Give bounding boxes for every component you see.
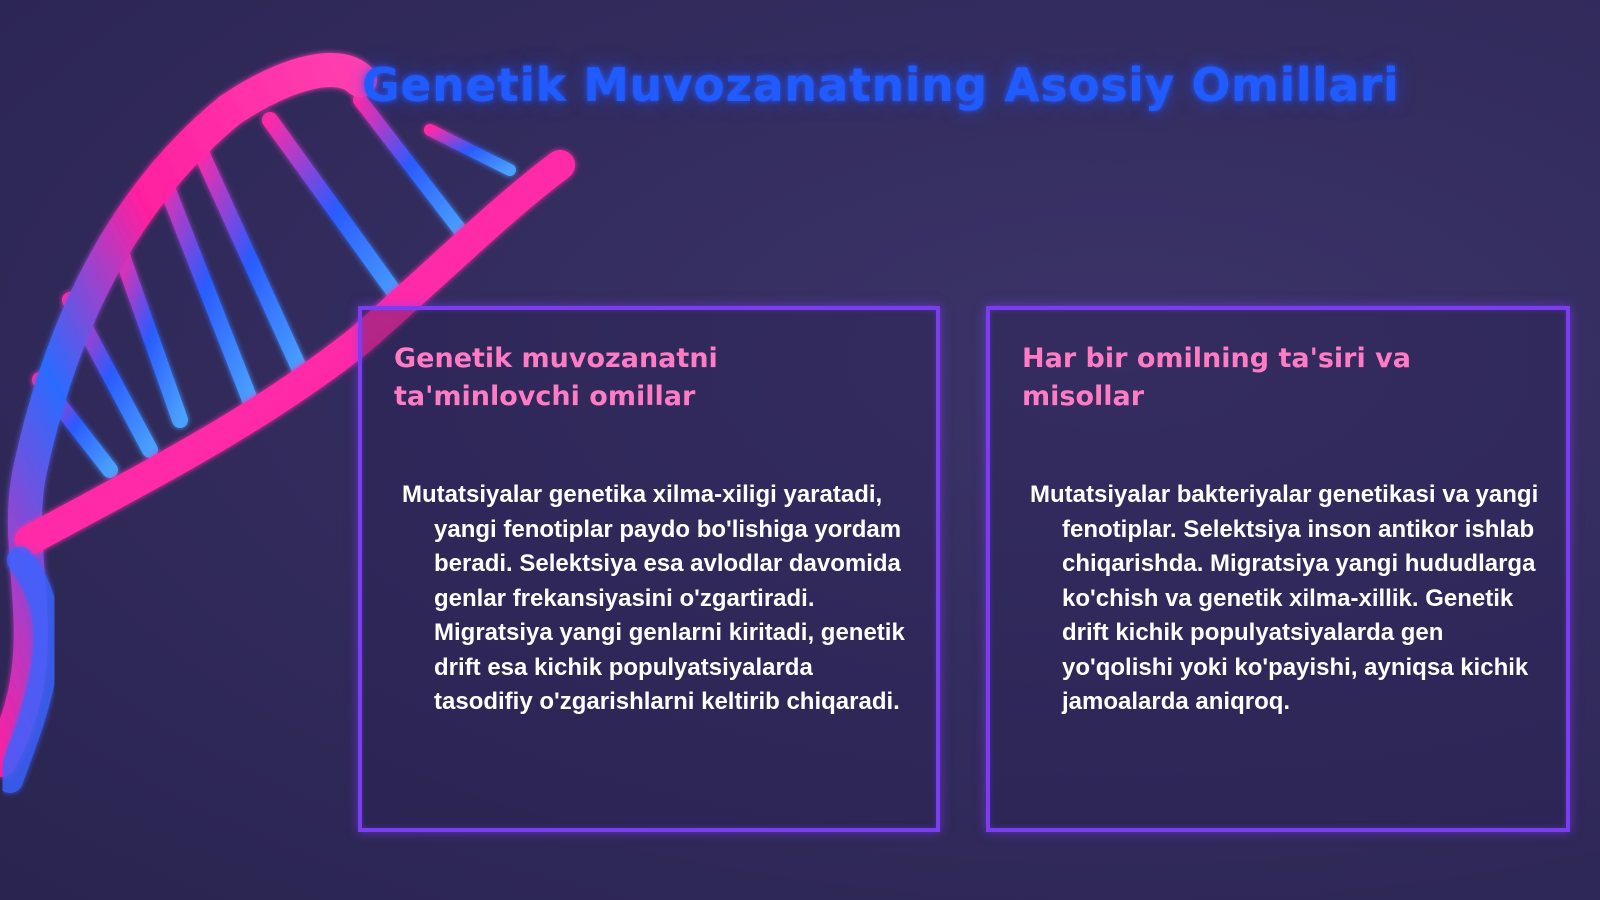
factors-card-body: Mutatsiyalar genetika xilma-xiligi yaratadi, yangi fenotiplar paydo bo'lishiga yordam beradi. Selektsiya esa avlodlar davomida genlar frekansiyasini o'zgartiradi. Migratsiya yangi genlarni kiritadi, genetik drift esa kichik populyatsiyalarda tasodifiy o'zgarishlarni keltirib chiqaradi. — [402, 481, 905, 715]
examples-card-body: Mutatsiyalar bakteriyalar genetikasi va yangi fenotiplar. Selektsiya inson antikor ishlab chiqarishda. Migratsiya yangi hududlarga ko'chish va genetik xilma-xillik. Genetik drift kichik populyatsiyalarda gen yo'qolishi yoki ko'payishi, ayniqsa kichik jamoalarda aniqroq. — [1030, 481, 1539, 715]
examples-card-heading: Har bir omilning ta'siri va misollar — [1022, 343, 1411, 412]
factors-card-heading: Genetik muvozanatni ta'minlovchi omillar — [394, 343, 718, 412]
slide-title: Genetik Muvozanatning Asosiy Omillari — [362, 58, 1400, 112]
factors-card — [358, 306, 940, 832]
examples-card — [986, 306, 1570, 832]
